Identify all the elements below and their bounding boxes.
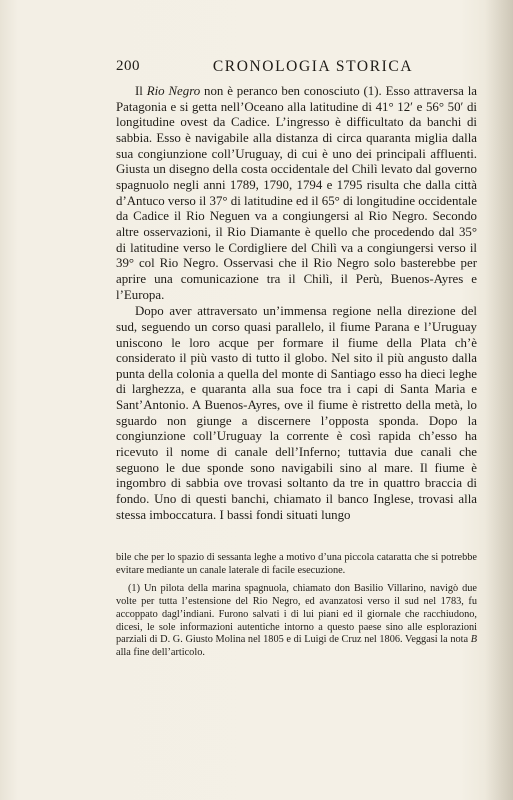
page-number: 200 [116, 58, 140, 74]
page-header [116, 58, 476, 80]
footnotes [116, 552, 477, 660]
footnote-1-end: alla fine dell’articolo. [116, 646, 205, 658]
paragraph-plata: Dopo aver attraversato un’immensa regione nella direzione del sud, seguendo un corso quasi parallelo, il fiume Parana e l’Uruguay uniscono le loro acque per formare il fiume della Plata ch’è considerato il più vasto di tutto il globo. Nel sito il più angusto dalla punta della colonia a quella del monte di Santiago esso ha dieci leghe di larghezza, e quaranta alla sua foce tra i capi di Santa Maria e Sant’Antonio. A Buenos-Ayres, ove il fiume è ristretto della metà, lo sguardo non giunge a discernere l’opposta sponda. Dopo la congiunzione coll’Uruguay la corrente è così rapida ch’esso ha ricevuto il nome di canale dell’Inferno; tuttavia due canali che seguono le due sponde sono navigabili sino al mare. Il fiume è ingombro di sabbia ove trovasi soltanto da tre in quattro braccia di fondo. Uno di questi banchi, chiamato il banco Inglese, trovasi alla stessa imboccatura. I bassi fondi situati lungo [116, 304, 477, 522]
running-title: CRONOLOGIA STORICA [212, 58, 414, 75]
footnote-1 [116, 583, 477, 659]
paragraph-1-rest: non è peranco ben conosciuto (1). Esso attraversa la Patagonia e si getta nell’Oceano alla latitudine di 41° 12′ e 56° 50′ di longitudine ovest da Cadice. L’ingresso è difficultato da banchi di sabbia. Esso è navigabile alla distanza di circa quaranta miglia dalla sua congiunzione coll’Uruguay, di cui è uno dei principali affluenti. Giusta un disegno della costa occidentale del Chilì levato dal governo spagnuolo negli anni 1789, 1790, 1794 e 1795 risulta che dalla città d’Antuco verso il 37° di latitudine ed il 65° di longitudine occidentale da Cadice il Rio Neguen va a congiungersi al Rio Negro. Secondo altre osservazioni, il Rio Diamante è quello che procedendo dal 35° di latitudine verso le Cordigliere del Chilì va a congiungersi verso il 39° col Rio Negro. Osservasi che il Rio Negro solo basterebbe per aprire una comunicazione tra il Chilì, il Perù, Buenos-Ayres e l’Europa. [116, 84, 477, 302]
rio-negro-italic: Rio Negro [146, 84, 201, 98]
main-text [116, 84, 477, 523]
page-edge-shadow [485, 0, 513, 800]
footnote-continuation: bile che per lo spazio di sessanta leghe a motivo d’una piccola cataratta che si potrebbe evitare mediante un canale laterale di facile esecuzione. [116, 552, 477, 576]
paragraph-rio-negro [116, 84, 477, 303]
footnote-1-text: (1) Un pilota della marina spagnuola, chiamato don Basilio Villarino, navigò due volte per tutta l’estensione del Rio Negro, ed avanzatosi verso il sud nel 1783, fu accoppato dagl’indiani. Furono salvati i di lui piani ed il giornale che racchiudono, dicesi, le sole informazioni autentiche intorno a questo paese sino alle esplorazioni parziali di D. G. Giusto Molina nel 1805 e di Luigi de Cruz nel 1806. Veggasi la nota [116, 583, 477, 646]
footnote-1-letter: B [470, 634, 477, 646]
paragraph-1-start: Il [135, 84, 147, 98]
